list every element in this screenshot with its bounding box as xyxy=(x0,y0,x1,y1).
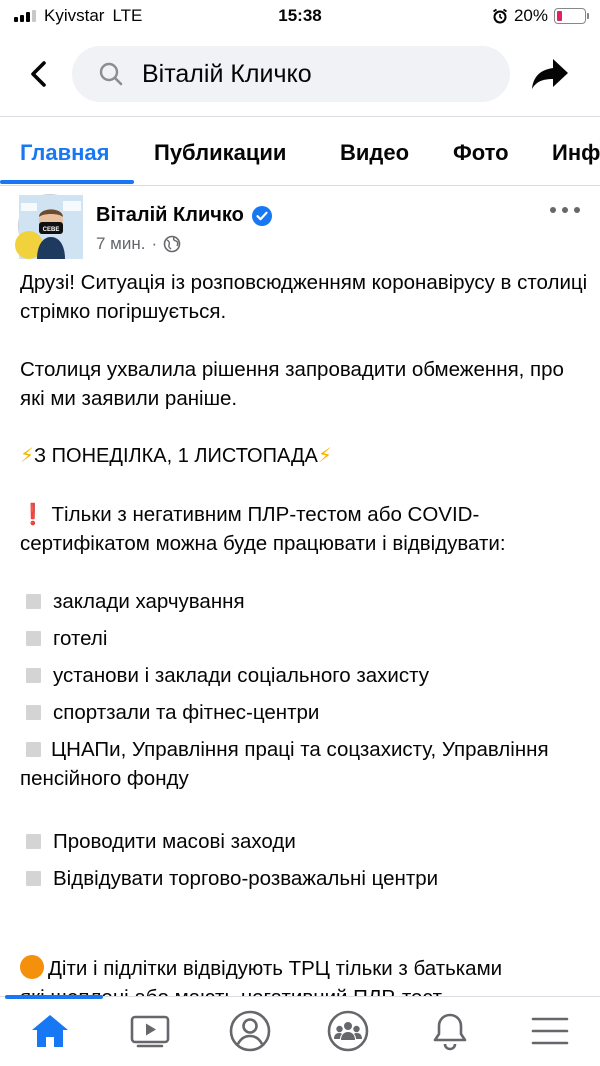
tab-info[interactable]: Инф xyxy=(552,140,600,165)
post-author[interactable] xyxy=(96,204,272,227)
tab-videos[interactable]: Видео xyxy=(340,140,410,165)
tabs-divider xyxy=(0,185,600,186)
list-item: заклади харчування xyxy=(20,587,588,616)
battery-icon xyxy=(554,8,586,24)
search-icon xyxy=(98,61,124,87)
square-bullet-icon xyxy=(26,871,41,886)
tab-posts[interactable]: Публикации xyxy=(154,140,287,165)
square-bullet-icon xyxy=(26,631,41,646)
post-meta xyxy=(96,234,181,254)
battery-percent: 20% xyxy=(513,6,548,25)
alarm-icon xyxy=(492,8,508,24)
back-button[interactable] xyxy=(22,54,54,94)
list-item: установи і заклади соціального захисту xyxy=(20,661,588,690)
chevron-left-icon xyxy=(28,60,48,88)
square-bullet-icon xyxy=(26,705,41,720)
square-bullet-icon xyxy=(26,742,41,757)
active-tab-indicator xyxy=(0,180,134,184)
post-continued xyxy=(0,950,600,996)
post-kids-line: Діти і підлітки відвідують ТРЦ тільки з батьками xyxy=(20,954,502,983)
list-item: готелі xyxy=(20,624,588,653)
profile-tabs xyxy=(0,117,600,185)
post-paragraph: Друзі! Ситуація із розповсюдженням коронавірусу в столиці стрімко погіршується. xyxy=(20,271,588,323)
active-nav-indicator xyxy=(5,995,103,999)
meta-separator: · xyxy=(151,234,158,253)
author-name-text[interactable]: Віталій Кличко xyxy=(96,204,244,226)
clock: 15:38 xyxy=(278,6,322,25)
square-bullet-icon xyxy=(26,668,41,683)
network-type: LTE xyxy=(112,6,143,25)
exclamation-icon: ❗ xyxy=(20,503,46,526)
list-item: Проводити масові заходи xyxy=(20,827,588,856)
menu-icon xyxy=(531,1016,569,1046)
square-bullet-icon xyxy=(26,834,41,849)
share-arrow-icon xyxy=(530,57,570,91)
tab-photos[interactable]: Фото xyxy=(453,140,509,165)
list-item: спортзали та фітнес-центри xyxy=(20,698,588,727)
share-button[interactable] xyxy=(528,54,572,94)
search-input[interactable] xyxy=(72,46,510,102)
square-bullet-icon xyxy=(26,594,41,609)
post-headline: ⚡З ПОНЕДІЛКА, 1 ЛИСТОПАДА⚡ xyxy=(20,445,332,467)
nav-home[interactable] xyxy=(20,1007,80,1055)
home-icon xyxy=(30,1013,70,1049)
post-warning: ❗ Тільки з негативним ПЛР-тестом або COVID-сертифікатом можна буде працювати і відвідувати: xyxy=(20,503,506,555)
search-query: Віталій Кличко xyxy=(142,59,312,88)
verified-badge-icon xyxy=(252,206,272,226)
groups-icon xyxy=(327,1010,369,1052)
nav-groups[interactable] xyxy=(318,1007,378,1055)
nav-notifications[interactable] xyxy=(420,1007,480,1055)
svg-text:CEBE: CEBE xyxy=(42,227,60,233)
post-options-button[interactable] xyxy=(550,200,580,220)
notifications-icon xyxy=(432,1011,468,1051)
nav-menu[interactable] xyxy=(520,1007,580,1055)
nav-watch[interactable] xyxy=(120,1007,180,1055)
profile-icon xyxy=(229,1010,271,1052)
nav-profile[interactable] xyxy=(220,1007,280,1055)
video-icon xyxy=(130,1014,170,1048)
bottom-navigation xyxy=(0,996,600,1066)
tab-home[interactable]: Главная xyxy=(20,140,110,165)
post-paragraph: Столиця ухвалила рішення запровадити обмеження, про які ми заявили раніше. xyxy=(20,358,564,410)
orange-circle-icon xyxy=(20,955,44,979)
list-item: ЦНАПи, Управління праці та соцзахисту, Управління пенсійного фонду xyxy=(20,738,549,790)
lightning-icon: ⚡ xyxy=(20,445,35,467)
post-text xyxy=(20,268,588,901)
globe-icon xyxy=(163,235,181,253)
carrier-name: Kyivstar xyxy=(44,6,105,25)
list-item: Відвідувати торгово-розважальні центри xyxy=(20,864,588,893)
top-header xyxy=(0,40,600,110)
avatar[interactable] xyxy=(18,194,82,258)
lightning-icon: ⚡ xyxy=(317,445,332,467)
status-bar xyxy=(0,0,600,34)
post-time[interactable]: 7 мин. xyxy=(96,234,146,253)
